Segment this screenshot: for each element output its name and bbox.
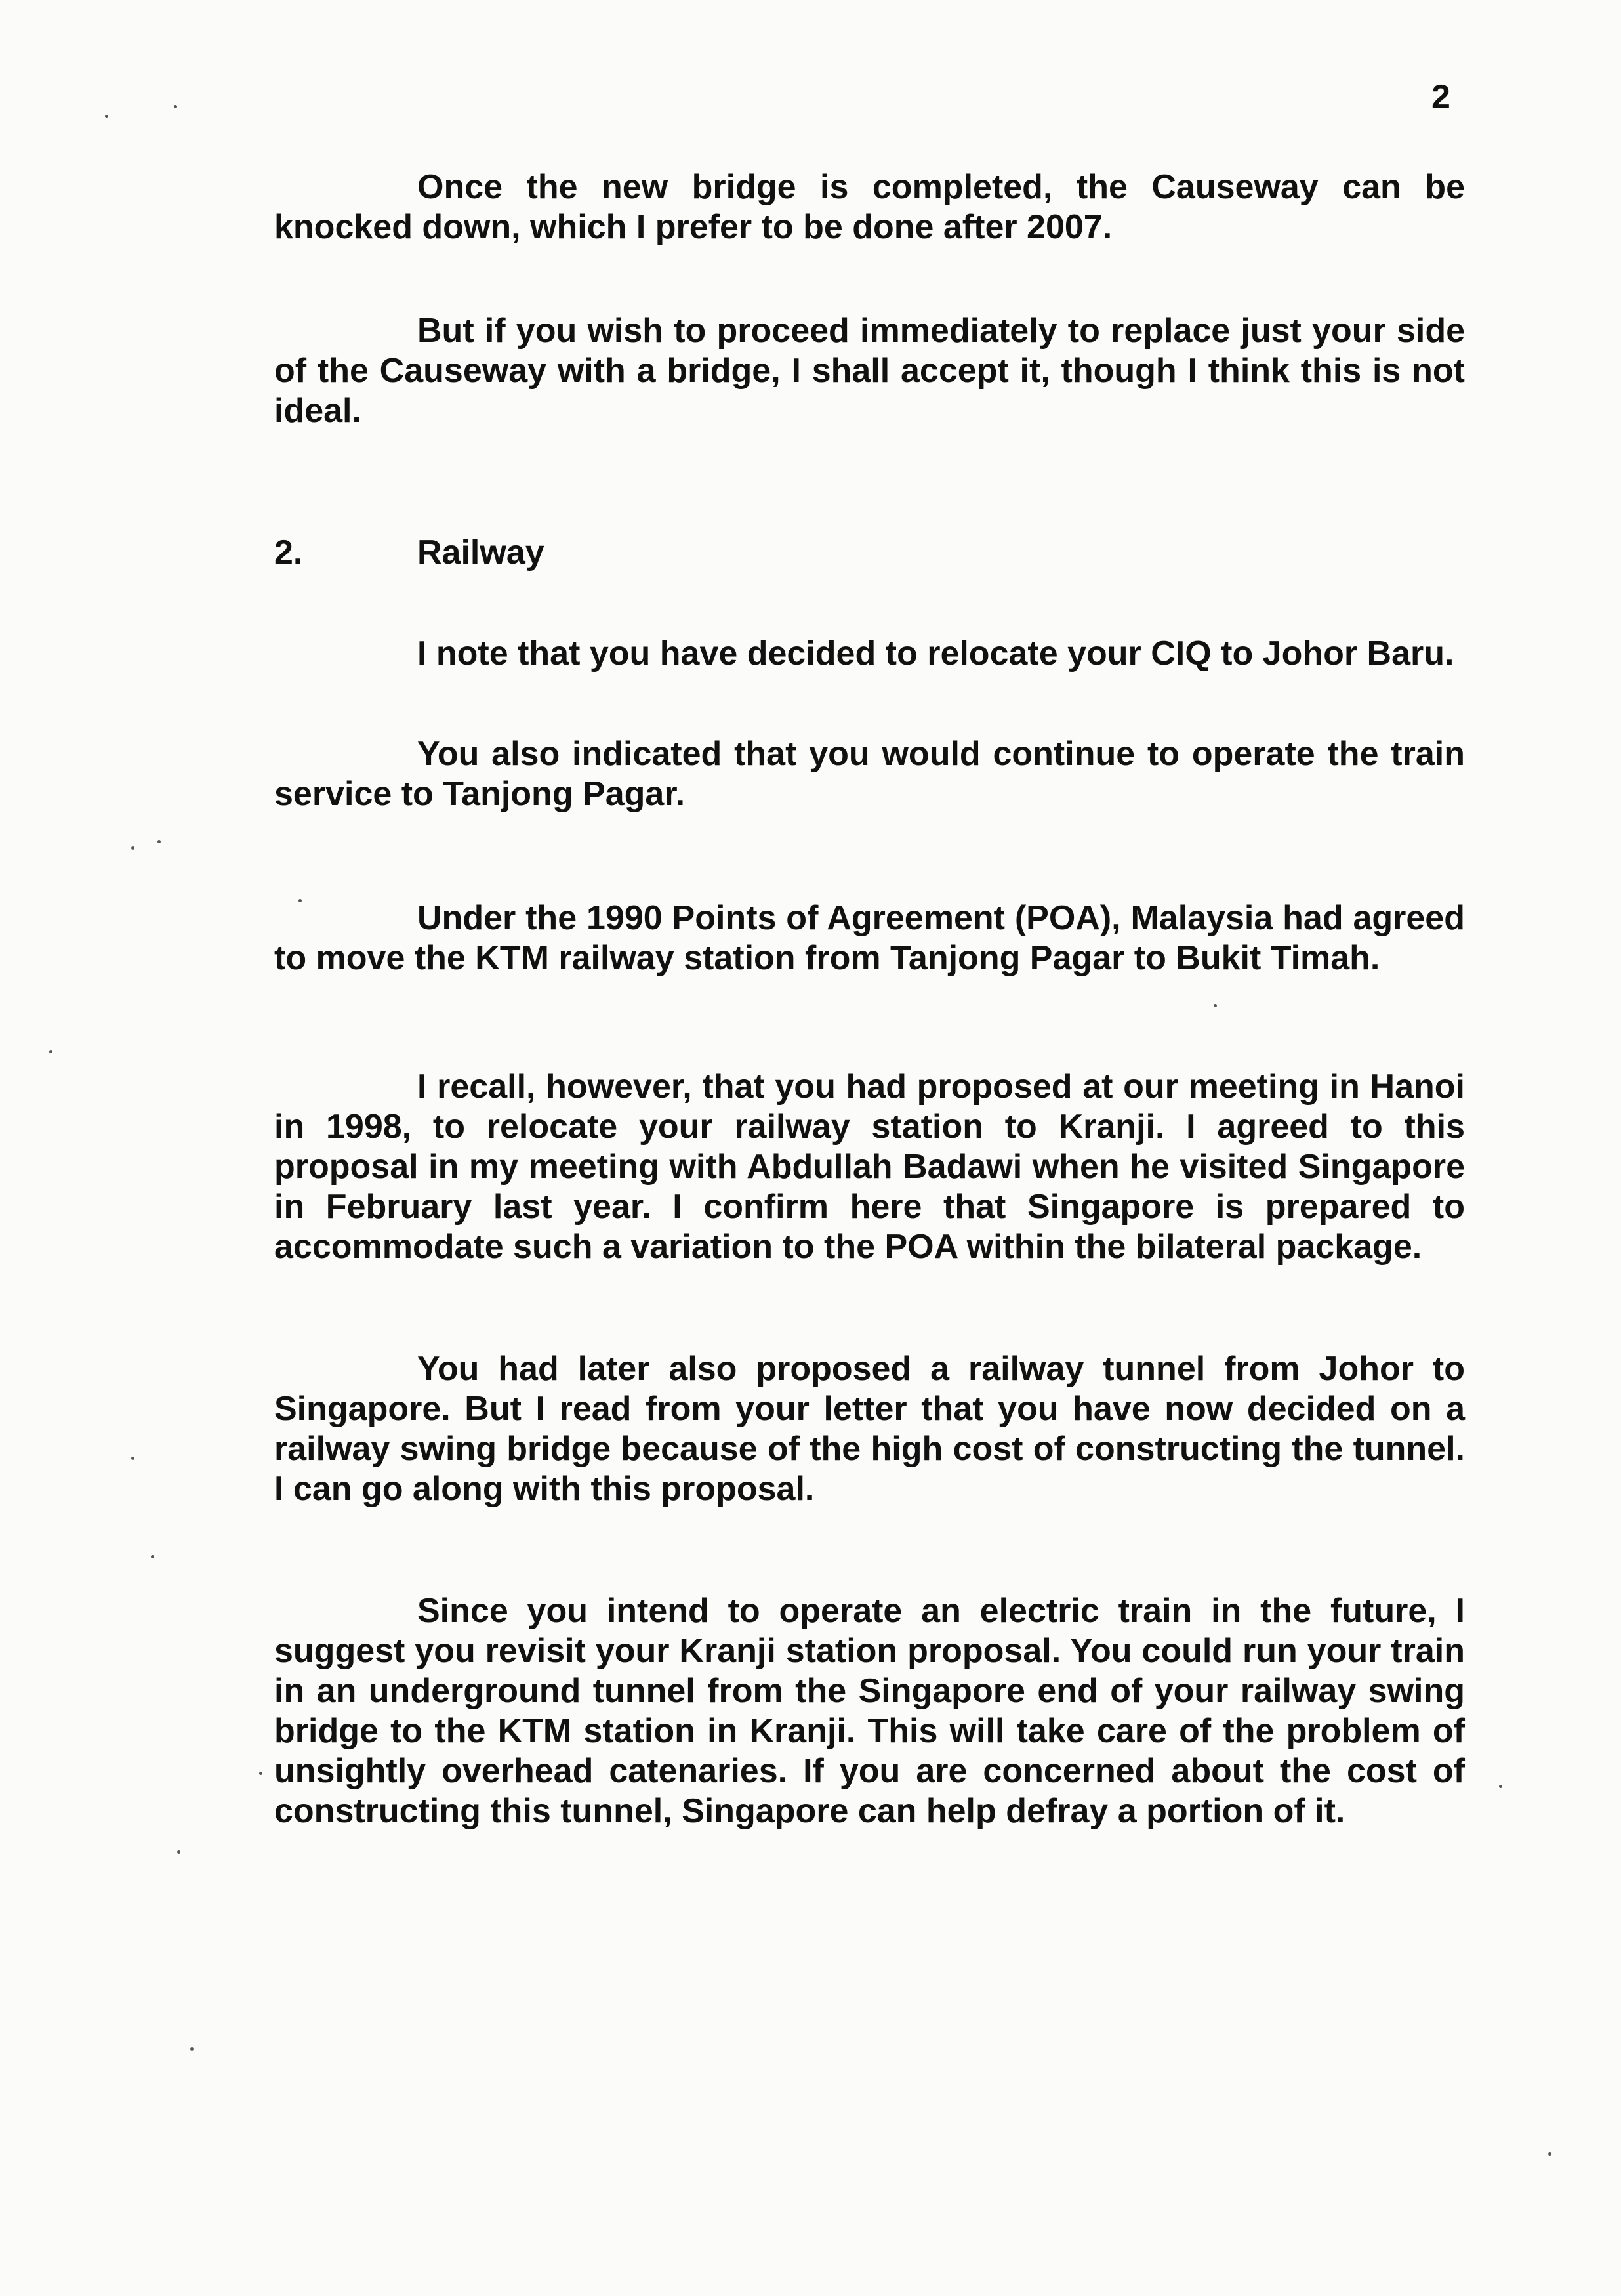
paragraph-causeway-replacement: But if you wish to proceed immediately to replace just your side of the Causeway with a bridge, I shall accept it, though I think this is not ideal. [274,312,1465,430]
paragraph-electric-train: Since you intend to operate an electric train in the future, I suggest you revisit your Kranji station proposal. You could run your train in an underground tunnel from the Singapore end of your railway swing bridge to the KTM station in Kranji. This will take care of the problem of unsightly overhead catenaries. If you are concerned about the cost of constructing this tunnel, Singapore can help defray a portion of it. [274,1592,1465,1830]
scan-speck [105,115,108,118]
scan-speck [157,840,161,843]
scan-speck [174,105,177,108]
page-number: 2 [1431,78,1450,116]
paragraph-kranji-station: I recall, however, that you had proposed at our meeting in Hanoi in 1998, to relocate your railway station to Kranji. I agreed to this proposal in my meeting with Abdullah Badawi when he visited Singapore in February last year. I confirm here that Singapore is prepared to accommodate such a variation to the POA within the bilateral package. [274,1068,1465,1266]
section-title: Railway [417,533,544,572]
section-number: 2. [274,533,303,572]
scan-speck [1214,1004,1217,1007]
paragraph-points-of-agreement: Under the 1990 Points of Agreement (POA), Malaysia had agreed to move the KTM railway station from Tanjong Pagar to Bukit Timah. [274,899,1465,977]
scan-speck [190,2047,194,2051]
letter-body [274,167,1465,1831]
scan-speck [131,1457,134,1460]
paragraph-causeway-demolition: Once the new bridge is completed, the Causeway can be knocked down, which I prefer to be done after 2007. [274,168,1465,246]
paragraph-train-service: You also indicated that you would continue to operate the train service to Tanjong Pagar. [274,735,1465,813]
paragraph-ciq-relocation: I note that you have decided to relocate your CIQ to Johor Baru. [417,635,1454,673]
section-heading [274,533,1465,573]
scan-speck [1548,2152,1551,2156]
scan-speck [259,1772,262,1775]
scan-speck [151,1555,154,1558]
paragraph-swing-bridge: You had later also proposed a railway tunnel from Johor to Singapore. But I read from your letter that you have now decided on a railway swing bridge because of the high cost of constructing the tunnel. I can go along with this proposal. [274,1350,1465,1508]
scan-speck [49,1050,52,1053]
scan-speck [131,846,134,850]
scan-speck [1499,1785,1502,1788]
scan-speck [298,899,302,902]
scan-speck [177,1850,180,1854]
